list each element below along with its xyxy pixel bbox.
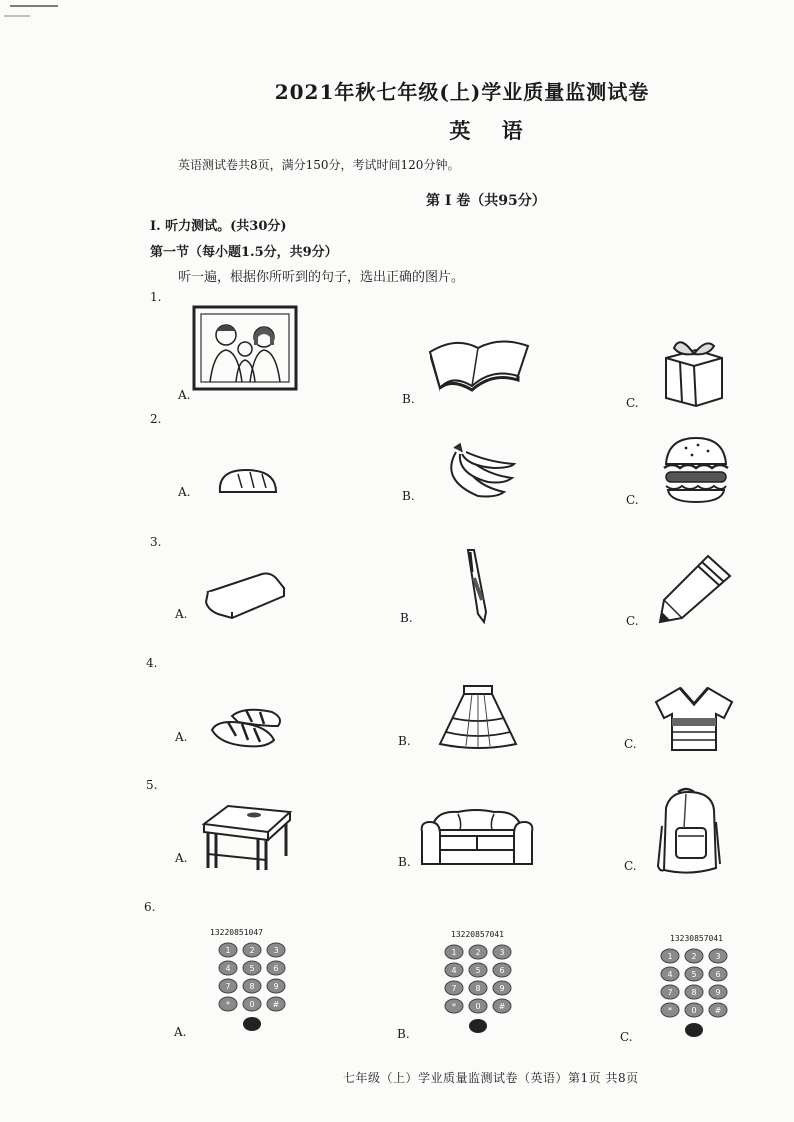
keypad-key-label: 3: [715, 952, 721, 961]
question-number: 4.: [146, 656, 158, 670]
keypad-key-label: 8: [475, 984, 481, 993]
keypad-key-label: 8: [249, 982, 255, 991]
phone-number: 13220857041: [451, 930, 504, 939]
option-label: A.: [174, 1025, 187, 1039]
call-key: [243, 1017, 261, 1031]
keypad-key-label: 1: [225, 946, 231, 955]
question-number: 3.: [150, 535, 162, 549]
gift-box-icon: [660, 334, 726, 408]
question-number: 2.: [150, 412, 162, 426]
subject-title: 英 语: [449, 118, 535, 143]
option-label: B.: [397, 1027, 410, 1041]
bread-icon: [216, 466, 280, 496]
option-label: A.: [175, 851, 188, 865]
phone-keypad-icon: [440, 942, 516, 1034]
phone-keypad-icon: [656, 946, 732, 1038]
keypad-key-label: 7: [667, 988, 673, 997]
keypad-key-label: *: [668, 1006, 672, 1015]
option-label: B.: [402, 489, 415, 503]
keypad-key-label: 6: [715, 970, 721, 979]
section-heading: Ⅰ. 听力测试。(共30分): [150, 219, 287, 234]
page-title: 2021年秋七年级(上)学业质量监测试卷: [274, 80, 650, 104]
part-heading: 第 I 卷（共95分）: [426, 193, 546, 209]
option-label: B.: [398, 734, 411, 748]
question-number: 5.: [146, 778, 158, 792]
keypad-key-label: 1: [667, 952, 673, 961]
keypad-key-label: 4: [451, 966, 457, 975]
desk-icon: [198, 802, 292, 872]
keypad-key-label: #: [272, 1000, 280, 1009]
option-label: A.: [175, 607, 188, 621]
eraser-icon: [202, 568, 290, 620]
keypad-key-label: #: [714, 1006, 722, 1015]
option-label: C.: [624, 859, 637, 873]
instruction-text: 听一遍，根据你所听到的句子，选出正确的图片。: [178, 270, 465, 285]
keypad-key-label: 5: [249, 964, 255, 973]
keypad-key-label: 3: [499, 948, 505, 957]
call-key: [469, 1019, 487, 1033]
keypad-key-label: 9: [715, 988, 721, 997]
option-label: C.: [626, 493, 639, 507]
keypad-key-label: 2: [249, 946, 255, 955]
keypad-key-label: 5: [475, 966, 481, 975]
question-number: 6.: [144, 900, 156, 914]
hamburger-icon: [660, 434, 732, 506]
call-key: [685, 1023, 703, 1037]
scan-mark: [0, 0, 60, 20]
backpack-icon: [656, 786, 722, 876]
pen-icon: [460, 548, 494, 628]
keypad-key-label: *: [226, 1000, 230, 1009]
keypad-key-label: 0: [249, 1000, 255, 1009]
keypad-key-label: 2: [475, 948, 481, 957]
phone-keypad-icon: [214, 940, 290, 1032]
keypad-key-label: #: [498, 1002, 506, 1011]
option-label: B.: [400, 611, 413, 625]
option-label: B.: [398, 855, 411, 869]
family-photo-icon: [192, 305, 298, 391]
open-book-icon: [426, 334, 532, 394]
pencil-icon: [656, 552, 734, 626]
phone-number: 13220851047: [210, 928, 263, 937]
keypad-key-label: 4: [667, 970, 673, 979]
bananas-icon: [438, 440, 518, 500]
keypad-key-label: 0: [691, 1006, 697, 1015]
keypad-key-label: 6: [499, 966, 505, 975]
option-label: A.: [178, 388, 191, 402]
option-label: B.: [402, 392, 415, 406]
keypad-key-label: 1: [451, 948, 457, 957]
option-label: A.: [178, 485, 191, 499]
keypad-key-label: 0: [475, 1002, 481, 1011]
t-shirt-icon: [654, 684, 734, 754]
question-number: 1.: [150, 290, 162, 304]
keypad-key-label: *: [452, 1002, 456, 1011]
keypad-key-label: 2: [691, 952, 697, 961]
option-label: C.: [624, 737, 637, 751]
option-label: A.: [175, 730, 188, 744]
page-footer: 七年级（上）学业质量监测试卷（英语）第1页 共8页: [343, 1071, 639, 1085]
keypad-key-label: 3: [273, 946, 279, 955]
keypad-key-label: 9: [273, 982, 279, 991]
intro-text: 英语测试卷共8页，满分150分，考试时间120分钟。: [178, 158, 460, 172]
section-subheading: 第一节（每小题1.5分，共9分）: [150, 245, 338, 260]
keypad-key-label: 8: [691, 988, 697, 997]
skirt-icon: [436, 684, 520, 750]
keypad-key-label: 4: [225, 964, 231, 973]
keypad-key-label: 7: [451, 984, 457, 993]
keypad-key-label: 7: [225, 982, 231, 991]
sandals-icon: [208, 706, 284, 752]
sofa-icon: [418, 806, 536, 870]
option-label: C.: [626, 614, 639, 628]
keypad-key-label: 9: [499, 984, 505, 993]
option-label: C.: [626, 396, 639, 410]
phone-number: 13230857041: [670, 934, 723, 943]
option-label: C.: [620, 1030, 633, 1044]
keypad-key-label: 5: [691, 970, 697, 979]
keypad-key-label: 6: [273, 964, 279, 973]
